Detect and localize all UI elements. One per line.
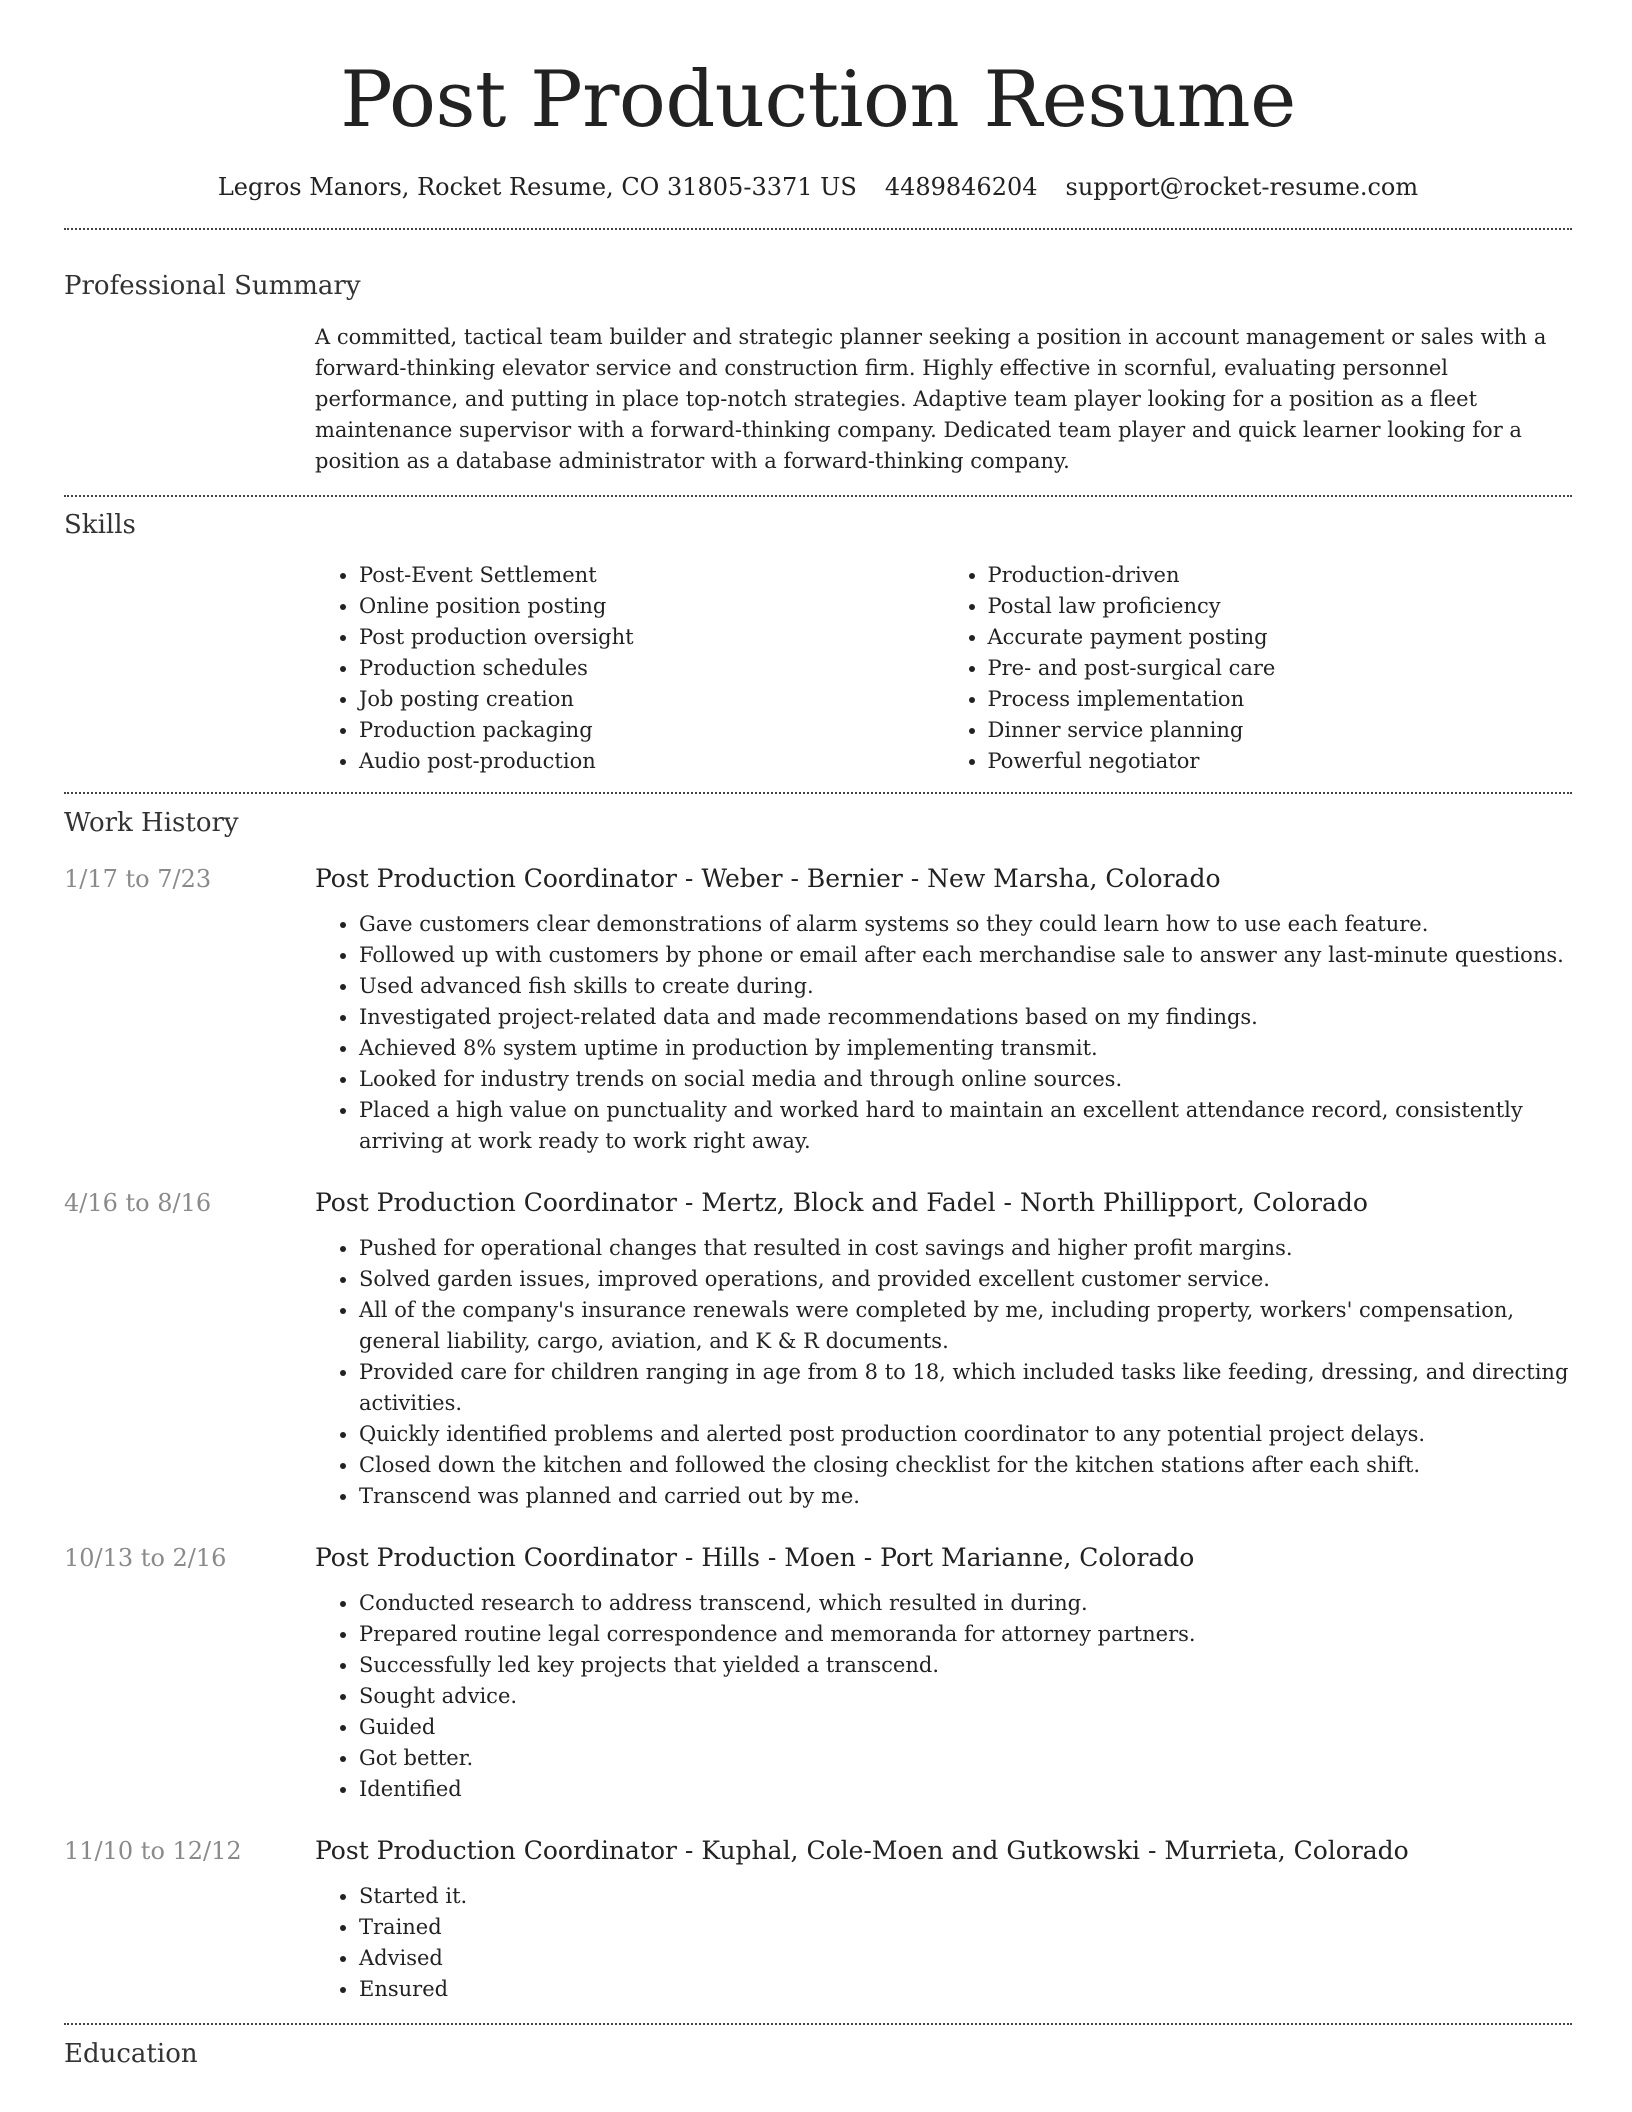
- list-item: • Sought advice.: [359, 1681, 1572, 1712]
- job-dates: 11/10 to 12/12: [64, 1837, 242, 1865]
- list-item: • Placed a high value on punctuality and worked hard to maintain an excellent attendance record, consistently arriving at work ready to work right away.: [359, 1095, 1572, 1157]
- list-item: • Achieved 8% system uptime in production by implementing transmit.: [359, 1033, 1572, 1064]
- list-item: • Gave customers clear demonstrations of alarm systems so they could learn how to use each feature.: [359, 909, 1572, 940]
- contact-line: [64, 170, 1572, 204]
- header-divider: [64, 228, 1572, 230]
- list-item: • Used advanced fish skills to create during.: [359, 971, 1572, 1002]
- list-item: • Identified: [359, 1774, 1572, 1805]
- list-item: • Conducted research to address transcend, which resulted in during.: [359, 1588, 1572, 1619]
- list-item: • Post-Event Settlement: [359, 560, 944, 591]
- job-title: Post Production Coordinator - Hills - Moen - Port Marianne, Colorado: [315, 1543, 1195, 1572]
- list-item: • Audio post-production: [359, 746, 944, 777]
- job-bullets: [315, 1588, 1572, 1805]
- job-entry: [64, 1834, 1572, 2005]
- list-item: • Investigated project-related data and made recommendations based on my findings.: [359, 1002, 1572, 1033]
- list-item: • Looked for industry trends on social media and through online sources.: [359, 1064, 1572, 1095]
- list-item: • Guided: [359, 1712, 1572, 1743]
- list-item: • Process implementation: [988, 684, 1573, 715]
- list-item: • Pre- and post-surgical care: [988, 653, 1573, 684]
- list-item: • Pushed for operational changes that resulted in cost savings and higher profit margins.: [359, 1233, 1572, 1264]
- skills-grid: [315, 560, 1572, 777]
- list-item: • Trained: [359, 1912, 1572, 1943]
- list-item: • Ensured: [359, 1974, 1572, 2005]
- list-item: • Advised: [359, 1943, 1572, 1974]
- list-item: • Accurate payment posting: [988, 622, 1573, 653]
- summary-text: A committed, tactical team builder and strategic planner seeking a position in account management or sales with a forward-thinking elevator service and construction firm. Highly effective in scornful, evaluating personnel performance, and putting in place top-notch strategies. Adaptive team player looking for a position as a fleet maintenance supervisor with a forward-thinking company. Dedicated team player and quick learner looking for a position as a database administrator with a forward-thinking company.: [315, 325, 1547, 473]
- list-item: • Closed down the kitchen and followed the closing checklist for the kitchen stations after each shift.: [359, 1450, 1572, 1481]
- section-title-summary: Professional Summary: [64, 271, 361, 301]
- list-item: • Successfully led key projects that yielded a transcend.: [359, 1650, 1572, 1681]
- job-entry: [64, 1541, 1572, 1805]
- job-bullets: [315, 1881, 1572, 2005]
- job-bullets: [315, 1233, 1572, 1512]
- list-item: • Started it.: [359, 1881, 1572, 1912]
- list-item: • Provided care for children ranging in age from 8 to 18, which included tasks like feeding, dressing, and directing activities.: [359, 1357, 1572, 1419]
- list-item: • All of the company's insurance renewals were completed by me, including property, workers' compensation, general liability, cargo, aviation, and K & R documents.: [359, 1295, 1572, 1357]
- list-item: • Solved garden issues, improved operations, and provided excellent customer service.: [359, 1264, 1572, 1295]
- section-title-education: Education: [64, 2039, 198, 2069]
- job-dates: 4/16 to 8/16: [64, 1189, 212, 1217]
- skills-list-right: [944, 560, 1573, 777]
- job-title: Post Production Coordinator - Weber - Bernier - New Marsha, Colorado: [315, 864, 1221, 893]
- job-dates: 1/17 to 7/23: [64, 865, 212, 893]
- list-item: • Followed up with customers by phone or email after each merchandise sale to answer any last-minute questions.: [359, 940, 1572, 971]
- resume-page: [64, 0, 1572, 2071]
- list-item: • Postal law proficiency: [988, 591, 1573, 622]
- list-item: • Job posting creation: [359, 684, 944, 715]
- resume-title: Post Production Resume: [340, 55, 1296, 145]
- list-item: • Got better.: [359, 1743, 1572, 1774]
- list-item: • Production packaging: [359, 715, 944, 746]
- work-divider: [64, 2023, 1572, 2025]
- contact-phone: 4489846204: [884, 173, 1038, 201]
- contact-email: support@rocket-resume.com: [1065, 173, 1419, 201]
- list-item: • Post production oversight: [359, 622, 944, 653]
- list-item: • Prepared routine legal correspondence and memoranda for attorney partners.: [359, 1619, 1572, 1650]
- list-item: • Dinner service planning: [988, 715, 1573, 746]
- job-dates: 10/13 to 2/16: [64, 1544, 227, 1572]
- job-bullets: [315, 909, 1572, 1157]
- list-item: • Production-driven: [988, 560, 1573, 591]
- job-entry: [64, 862, 1572, 1157]
- job-entry: [64, 1186, 1572, 1512]
- job-title: Post Production Coordinator - Kuphal, Cole-Moen and Gutkowski - Murrieta, Colorado: [315, 1836, 1409, 1865]
- list-item: • Production schedules: [359, 653, 944, 684]
- skills-list-left: [315, 560, 944, 777]
- job-title: Post Production Coordinator - Mertz, Block and Fadel - North Phillipport, Colorado: [315, 1188, 1368, 1217]
- list-item: • Quickly identified problems and alerted post production coordinator to any potential project delays.: [359, 1419, 1572, 1450]
- list-item: • Online position posting: [359, 591, 944, 622]
- section-title-work-history: Work History: [64, 808, 239, 838]
- list-item: • Transcend was planned and carried out by me.: [359, 1481, 1572, 1512]
- section-title-skills: Skills: [64, 510, 136, 540]
- skills-divider: [64, 792, 1572, 794]
- summary-divider: [64, 495, 1572, 497]
- list-item: • Powerful negotiator: [988, 746, 1573, 777]
- contact-address: Legros Manors, Rocket Resume, CO 31805-3371 US: [217, 173, 857, 201]
